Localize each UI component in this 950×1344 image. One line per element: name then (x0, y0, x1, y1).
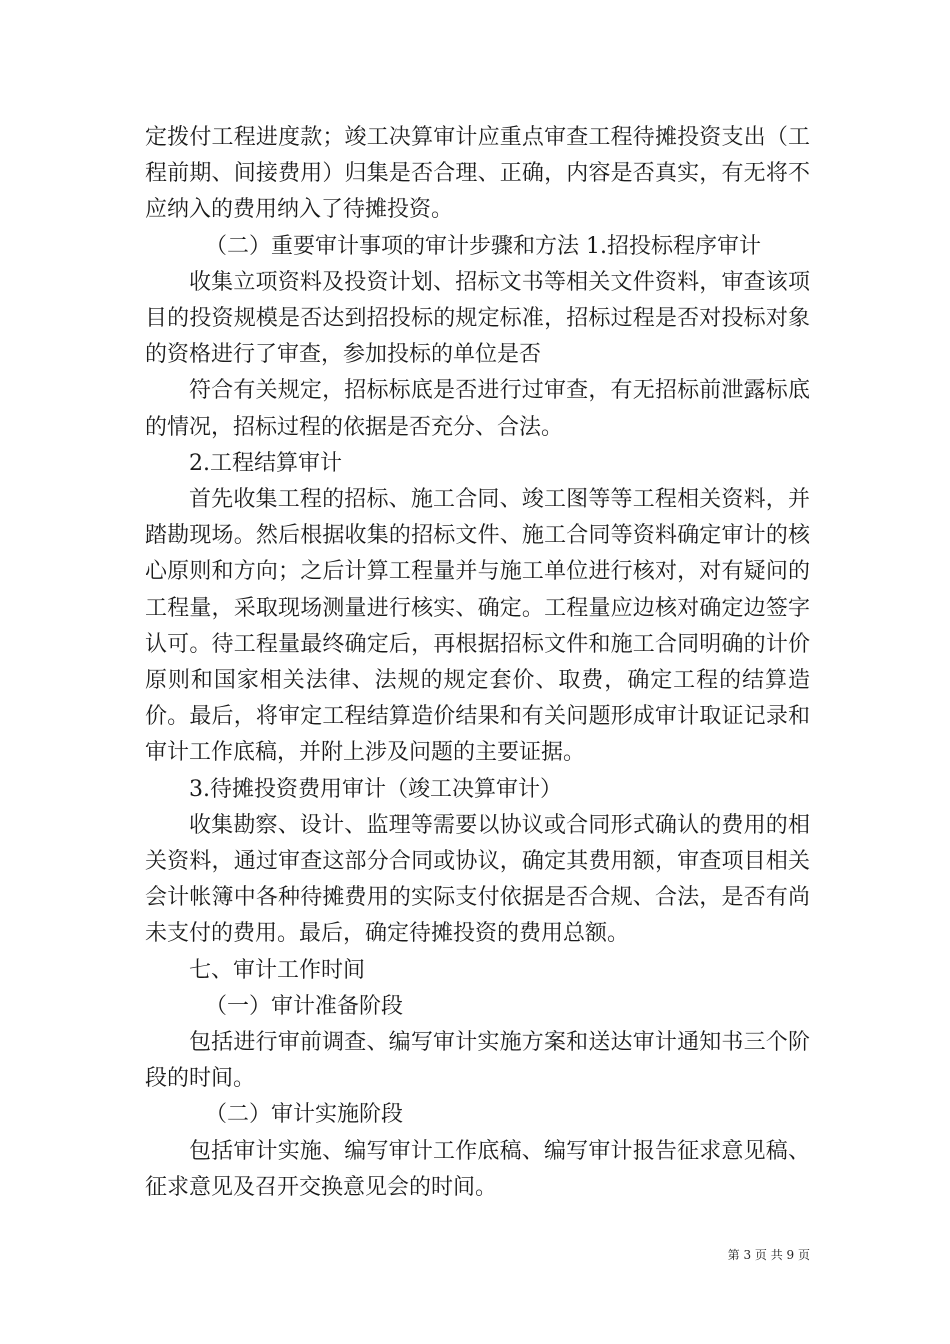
section-heading-audit-time: 七、审计工作时间 (189, 957, 366, 983)
section-heading-audit-steps: （二）重要审计事项的审计步骤和方法 1.招投标程序审计 (205, 233, 761, 259)
paragraph-preparation-stage: 包括进行审前调查、编写审计实施方案和送达审计通知书三个阶段的时间。 (145, 1030, 810, 1092)
subheading-settlement-audit: 2.工程结算审计 (189, 450, 342, 476)
paragraph-implementation-stage: 包括审计实施、编写审计工作底稿、编写审计报告征求意见稿、征求意见及召开交换意见会的时间。 (145, 1138, 810, 1200)
paragraph-amortized-investment-audit: 收集勘察、设计、监理等需要以协议或合同形式确认的费用的相关资料，通过审查这部分合同或协议，确定其费用额，审查项目相关会计帐簿中各种待摊费用的实际支付依据是否合规、合法，是否有尚未支付的费用。最后，确定待摊投资的费用总额。 (145, 812, 810, 947)
paragraph-bidding-audit-2: 符合有关规定，招标标底是否进行过审查，有无招标前泄露标底的情况，招标过程的依据是否充分、合法。 (145, 378, 810, 440)
subheading-amortized-investment-audit: 3.待摊投资费用审计（竣工决算审计） (189, 776, 562, 802)
subheading-preparation-stage: （一）审计准备阶段 (205, 993, 404, 1019)
paragraph-bidding-audit-1: 收集立项资料及投资计划、招标文书等相关文件资料，审查该项目的投资规模是否达到招投标的规定标准，招标过程是否对投标对象的资格进行了审查，参加投标的单位是否 (145, 269, 810, 368)
document-body (145, 120, 810, 1206)
subheading-implementation-stage: （二）审计实施阶段 (205, 1102, 404, 1128)
paragraph-continuation: 定拨付工程进度款；竣工决算审计应重点审查工程待摊投资支出（工程前期、间接费用）归集是否合理、正确，内容是否真实，有无将不应纳入的费用纳入了待摊投资。 (145, 125, 810, 223)
paragraph-settlement-audit: 首先收集工程的招标、施工合同、竣工图等等工程相关资料，并踏勘现场。然后根据收集的招标文件、施工合同等资料确定审计的核心原则和方向；之后计算工程量并与施工单位进行核对，对有疑问的工程量，采取现场测量进行核实、确定。工程量应边核对确定边签字认可。待工程量最终确定后，再根据招标文件和施工合同明确的计价原则和国家相关法律、法规的规定套价、取费，确定工程的结算造价。最后，将审定工程结算造价结果和有关问题形成审计取证记录和审计工作底稿，并附上涉及问题的主要证据。 (145, 487, 810, 766)
page-number-footer: 第 3 页 共 9 页 (727, 1248, 810, 1262)
